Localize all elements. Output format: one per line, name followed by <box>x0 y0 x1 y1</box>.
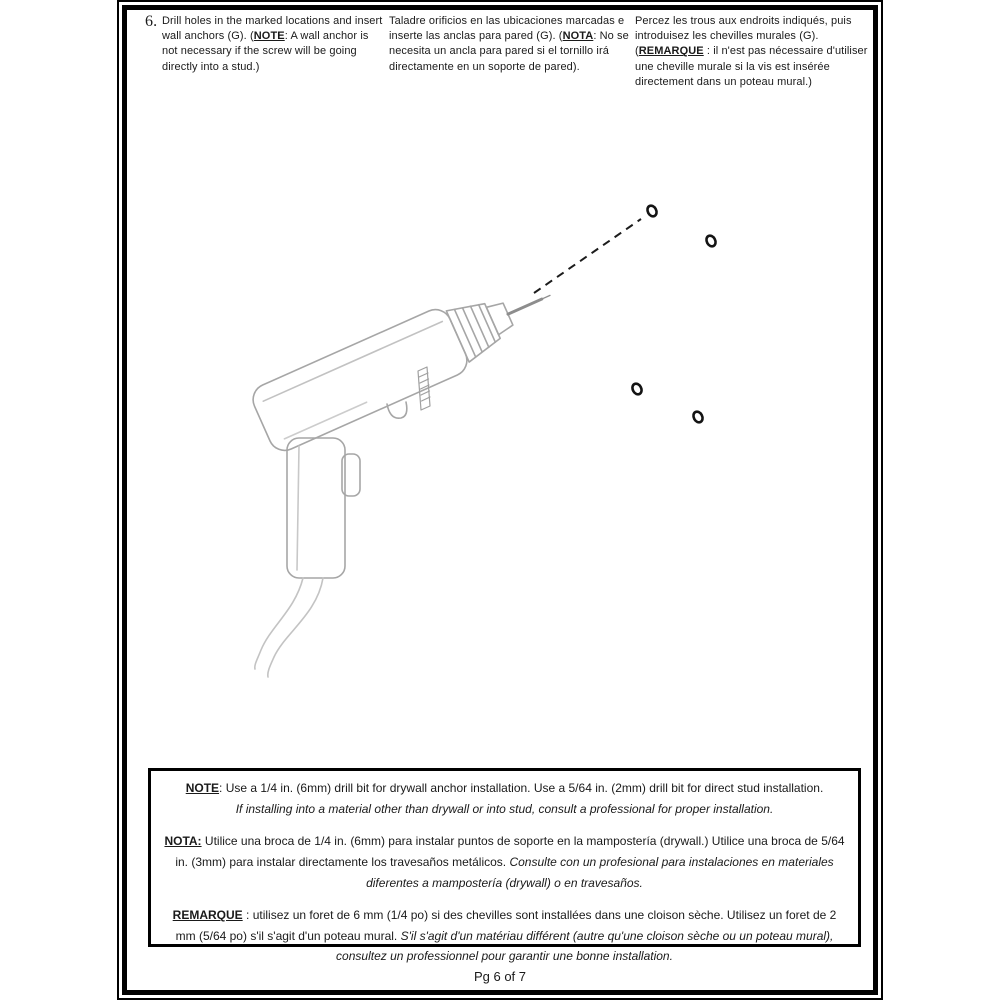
drill-diagram <box>237 190 737 690</box>
note-label-en: NOTE <box>253 30 285 43</box>
step-column-spanish: Taladre orificios en las ubicaciones marcadas e inserte las anclas para pared (G). (NOTA: No se necesita un ancla para pared si el tornillo irá directamente en un soporte de pared). <box>389 15 629 73</box>
note-box <box>148 768 861 964</box>
wall-anchor-icon <box>705 234 718 248</box>
note-paragraph-english: NOTE: Use a 1/4 in. (6mm) drill bit for drywall anchor installation. Use a 5/64 in. (2mm) drill bit for direct stud installation. If installing into a material other than drywall or into stud, consult a professional for proper installation. <box>185 781 824 816</box>
wall-anchor-icon <box>646 204 659 218</box>
drill-handle <box>287 438 345 578</box>
step-number: 6. <box>145 13 158 30</box>
note-paragraph-french: REMARQUE : utilisez un foret de 6 mm (1/4 po) si des chevilles sont installées dans une cloison sèche. Utilisez un foret de 2 mm (5/64 po) s'il s'agit d'un poteau mural. S'il s'agit d'un matériau différent (autre qu'une cloison sèche ou un poteau mural), consultez un professionnel pour garantir une bonne installation. <box>172 908 837 964</box>
page-inner-frame <box>122 5 878 995</box>
note-label-fr: REMARQUE <box>638 45 704 58</box>
manual-page <box>117 0 883 1000</box>
note-label-es: NOTA <box>562 30 594 43</box>
step-text-english: Drill holes in the marked locations and insert wall anchors (G). (NOTE: A wall anchor is not necessary if the screw will be going directly into a stud.) <box>162 15 383 73</box>
step-column-english <box>145 14 383 75</box>
drill-trajectory-dashed-line <box>534 219 641 293</box>
step-column-french: Percez les trous aux endroits indiqués, puis introduisez les chevilles murales (G). (REMARQUE : il n'est pas nécessaire d'utiliser une cheville murale si la vis est insérée directement dans un poteau mural.) <box>635 15 868 88</box>
power-cord <box>255 578 323 677</box>
vent-grille <box>418 367 430 410</box>
wall-anchor-icon <box>631 382 644 396</box>
wall-anchor-marks <box>631 204 718 424</box>
page-number: Pg 6 of 7 <box>473 969 527 984</box>
wall-anchor-icon <box>692 410 705 424</box>
power-drill-icon <box>248 263 564 677</box>
note-paragraph-spanish: NOTA: Utilice una broca de 1/4 in. (6mm) para instalar puntos de soporte en la mampostería (drywall.) Utilice una broca de 5/64 in. (3mm) para instalar directamente los travesaños metálicos. Consulte con un profesional para instalaciones en materiales diferentes a mampostería (drywall) o en travesaños. <box>164 834 845 890</box>
